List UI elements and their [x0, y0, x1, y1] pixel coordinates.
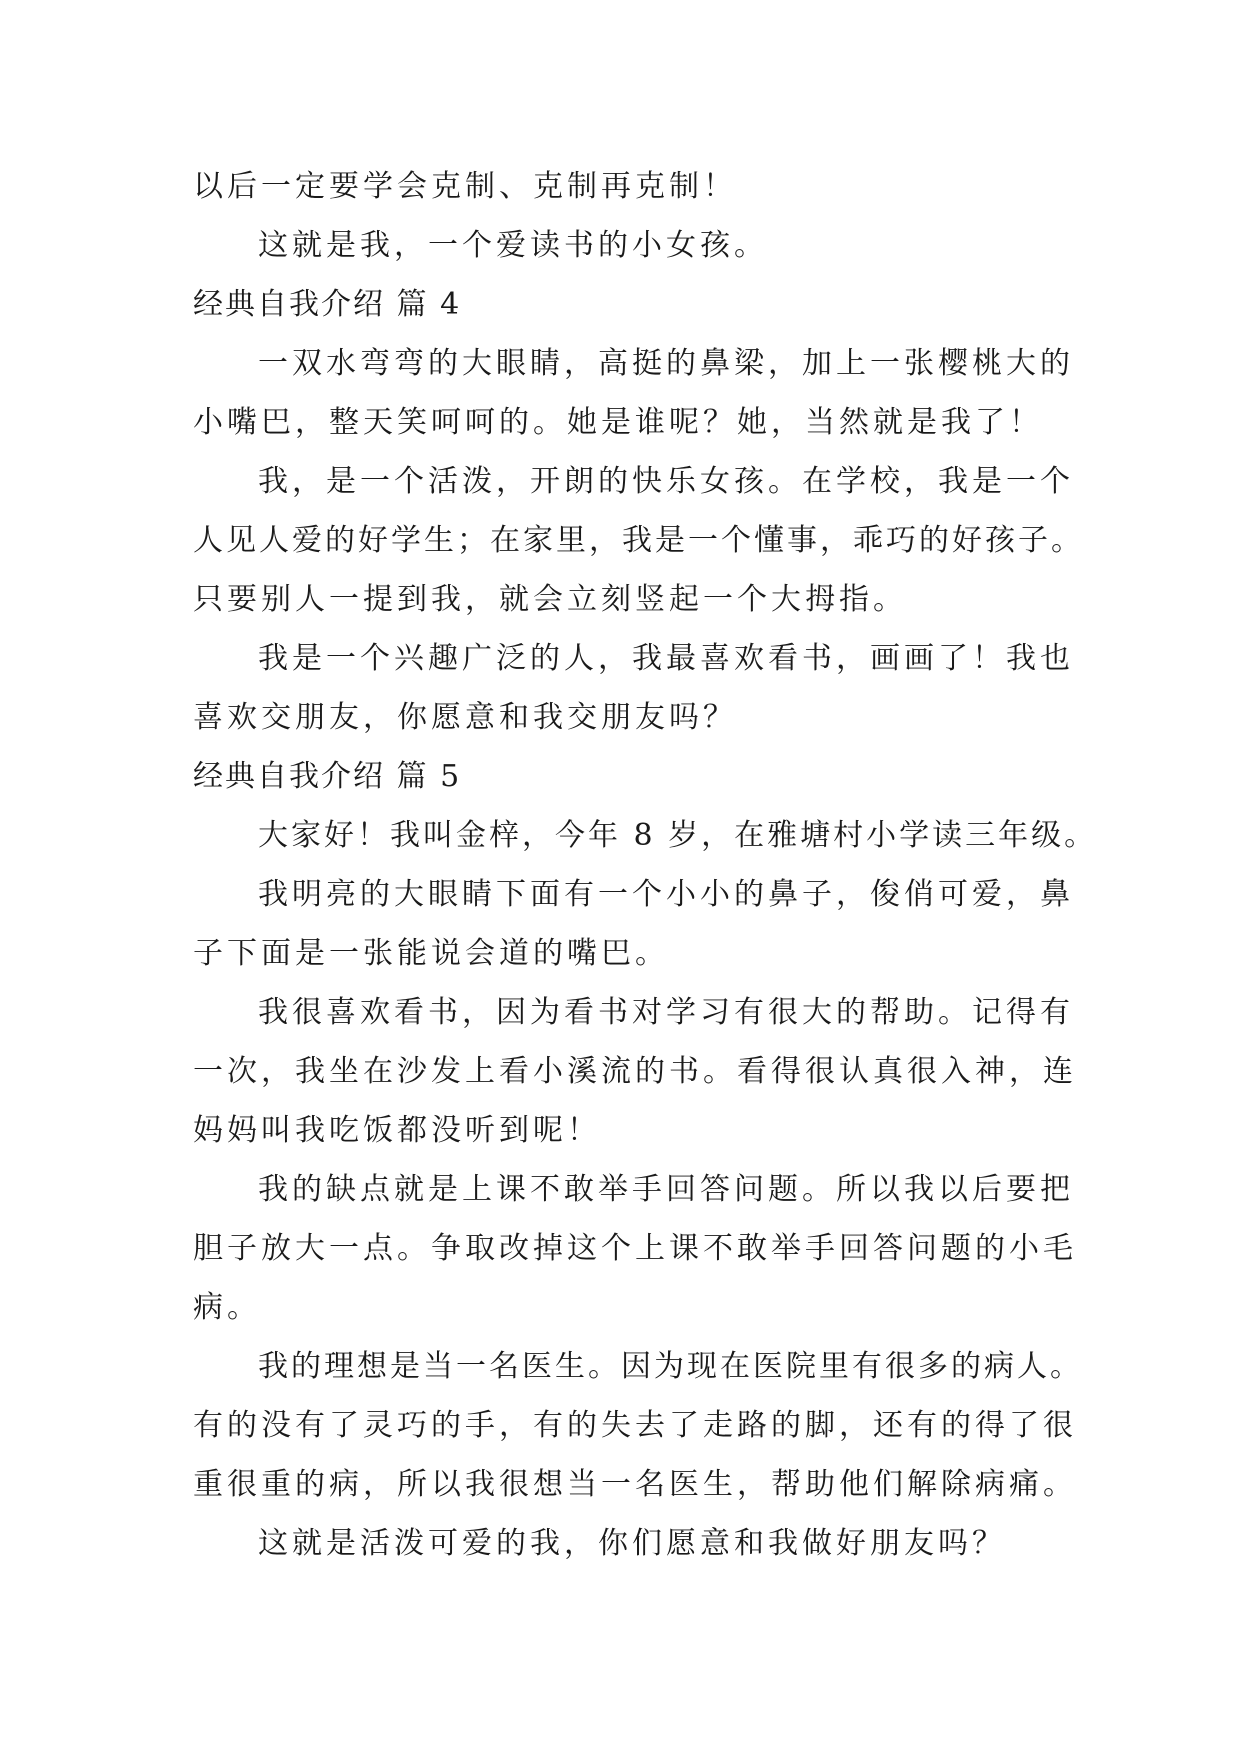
text-line: 有的没有了灵巧的手，有的失去了走路的脚，还有的得了很	[193, 1408, 1077, 1443]
text-line: 病。	[193, 1290, 261, 1325]
text-line: 一双水弯弯的大眼睛，高挺的鼻梁，加上一张樱桃大的	[258, 346, 1074, 381]
text-line: 以后一定要学会克制、克制再克制！	[193, 169, 737, 204]
text-line: 这就是我，一个爱读书的小女孩。	[258, 228, 768, 263]
text-line: 子下面是一张能说会道的嘴巴。	[193, 936, 669, 971]
text-line: 只要别人一提到我，就会立刻竖起一个大拇指。	[193, 582, 907, 617]
text-line: 我的缺点就是上课不敢举手回答问题。所以我以后要把	[258, 1172, 1074, 1207]
text-line: 这就是活泼可爱的我，你们愿意和我做好朋友吗？	[258, 1526, 1006, 1561]
text-line: 我很喜欢看书，因为看书对学习有很大的帮助。记得有	[258, 995, 1074, 1030]
text-line: 胆子放大一点。争取改掉这个上课不敢举手回答问题的小毛	[193, 1231, 1077, 1266]
text-line: 我，是一个活泼，开朗的快乐女孩。在学校，我是一个	[258, 464, 1074, 499]
text-line: 小嘴巴，整天笑呵呵的。她是谁呢？她，当然就是我了！	[193, 405, 1043, 440]
text-line: 我的理想是当一名医生。因为现在医院里有很多的病人。	[258, 1349, 1083, 1384]
text-line: 人见人爱的好学生；在家里，我是一个懂事，乖巧的好孩子。	[193, 523, 1084, 558]
text-line: 我是一个兴趣广泛的人，我最喜欢看书，画画了！我也	[258, 641, 1074, 676]
text-line: 妈妈叫我吃饭都没听到呢！	[193, 1113, 601, 1148]
section-heading: 经典自我介绍 篇 5	[193, 759, 462, 794]
text-line: 大家好！我叫金梓，今年 8 岁，在雅塘村小学读三年级。	[258, 818, 1098, 853]
text-line: 重很重的病，所以我很想当一名医生，帮助他们解除病痛。	[193, 1467, 1077, 1502]
text-line: 我明亮的大眼睛下面有一个小小的鼻子，俊俏可爱，鼻	[258, 877, 1074, 912]
text-line: 一次，我坐在沙发上看小溪流的书。看得很认真很入神，连	[193, 1054, 1077, 1089]
text-line: 喜欢交朋友，你愿意和我交朋友吗？	[193, 700, 737, 735]
section-heading: 经典自我介绍 篇 4	[193, 287, 462, 322]
